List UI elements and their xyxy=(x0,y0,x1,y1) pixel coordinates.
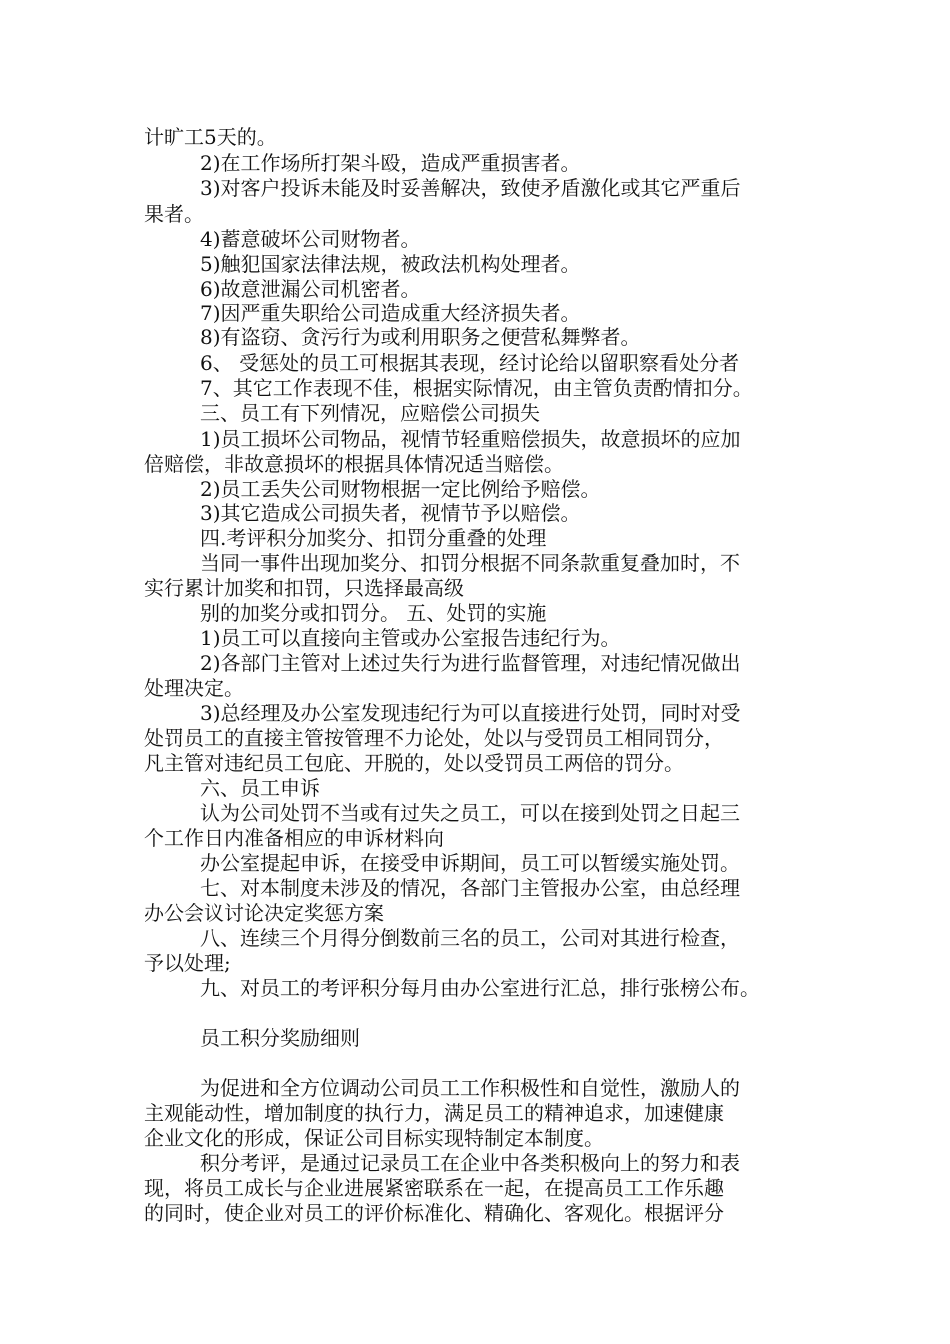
text-line: 七、对本制度未涉及的情况，各部门主管报办公室，由总经理 xyxy=(200,876,740,900)
text-line: 6)故意泄漏公司机密者。 xyxy=(200,277,421,301)
text-line: 1)员工损坏公司物品，视情节轻重赔偿损失，故意损坏的应加 xyxy=(200,427,741,451)
text-line: 5)触犯国家法律法规，被政法机构处理者。 xyxy=(200,252,581,276)
text-line: 予以处理; xyxy=(144,951,231,975)
text-line: 积分考评，是通过记录员工在企业中各类积极向上的努力和表 xyxy=(200,1151,740,1175)
section-title: 员工积分奖励细则 xyxy=(200,1026,360,1050)
text-line: 3)对客户投诉未能及时妥善解决，致使矛盾激化或其它严重后 xyxy=(200,176,741,200)
text-line: 凡主管对违纪员工包庇、开脱的，处以受罚员工两倍的罚分。 xyxy=(144,751,684,775)
text-line: 2)员工丢失公司财物根据一定比例给予赔偿。 xyxy=(200,477,601,501)
text-line: 主观能动性，增加制度的执行力，满足员工的精神追求，加速健康 xyxy=(144,1101,724,1125)
text-line: 3)总经理及办公室发现违纪行为可以直接进行处罚，同时对受 xyxy=(200,701,741,725)
text-line: 8)有盗窃、贪污行为或利用职务之便营私舞弊者。 xyxy=(200,325,641,349)
text-line: 2)各部门主管对上述过失行为进行监督管理，对违纪情况做出 xyxy=(200,651,741,675)
text-line: 当同一事件出现加奖分、扣罚分根据不同条款重复叠加时，不 xyxy=(200,551,740,575)
text-line: 1)员工可以直接向主管或办公室报告违纪行为。 xyxy=(200,626,621,650)
text-line: 现，将员工成长与企业进展紧密联系在一起，在提高员工工作乐趣 xyxy=(144,1176,724,1200)
text-line: 认为公司处罚不当或有过失之员工，可以在接到处罚之日起三 xyxy=(200,801,740,825)
text-line: 处理决定。 xyxy=(144,676,244,700)
text-line: 7)因严重失职给公司造成重大经济损失者。 xyxy=(200,301,581,325)
section-heading: 四.考评积分加奖分、扣罚分重叠的处理 xyxy=(200,526,547,550)
text-line: 办公会议讨论决定奖惩方案 xyxy=(144,901,384,925)
text-line: 处罚员工的直接主管按管理不力论处，处以与受罚员工相同罚分， xyxy=(144,726,724,750)
text-line: 别的加奖分或扣罚分。 五、处罚的实施 xyxy=(200,601,547,625)
text-line: 个工作日内准备相应的申诉材料向 xyxy=(144,826,444,850)
text-line: 倍赔偿，非故意损坏的根据具体情况适当赔偿。 xyxy=(144,452,564,476)
text-line: 计旷工5天的。 xyxy=(144,125,277,149)
text-line: 八、连续三个月得分倒数前三名的员工，公司对其进行检查， xyxy=(200,926,740,950)
text-line: 6、 受惩处的员工可根据其表现，经讨论给以留职察看处分者 xyxy=(200,351,740,375)
text-line: 企业文化的形成，保证公司目标实现特制定本制度。 xyxy=(144,1126,604,1150)
section-heading: 三、员工有下列情况，应赔偿公司损失 xyxy=(200,401,540,425)
text-line: 九、对员工的考评积分每月由办公室进行汇总，排行张榜公布。 xyxy=(200,976,760,1000)
text-line: 2)在工作场所打架斗殴，造成严重损害者。 xyxy=(200,151,581,175)
text-line: 为促进和全方位调动公司员工工作积极性和自觉性，激励人的 xyxy=(200,1076,740,1100)
text-line: 办公室提起申诉，在接受申诉期间，员工可以暂缓实施处罚。 xyxy=(200,851,740,875)
text-line: 7、其它工作表现不佳，根据实际情况，由主管负责酌情扣分。 xyxy=(200,376,753,400)
text-line: 实行累计加奖和扣罚，只选择最高级 xyxy=(144,576,464,600)
section-heading: 六、员工申诉 xyxy=(200,776,320,800)
text-line: 4)蓄意破坏公司财物者。 xyxy=(200,227,421,251)
text-line: 果者。 xyxy=(144,202,204,226)
text-line: 的同时，使企业对员工的评价标准化、精确化、客观化。根据评分 xyxy=(144,1201,724,1225)
text-line: 3)其它造成公司损失者，视情节予以赔偿。 xyxy=(200,501,581,525)
